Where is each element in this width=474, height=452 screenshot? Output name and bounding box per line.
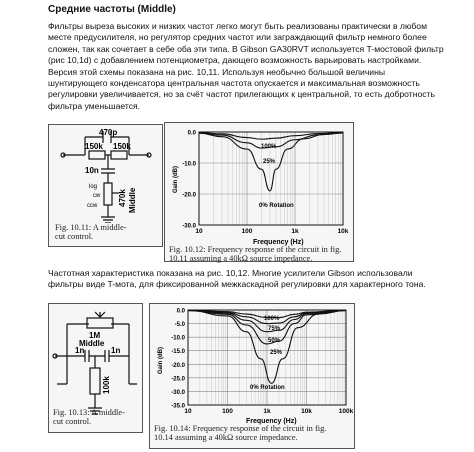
x-tick-label: 10k: [301, 408, 312, 415]
caption-line: 10.14 assuming a 40kΩ source impedance.: [154, 433, 298, 442]
figure-10-11: [48, 124, 163, 247]
x-tick-label: 1k: [291, 228, 299, 235]
y-axis-label: Gain (dB): [158, 347, 164, 374]
text-line: регулировки увеличивается, но за счёт частот прилегающих к центральной, то есть добротность: [48, 89, 435, 100]
section-heading: Средние частоты (Middle): [48, 4, 176, 15]
caption-line: Fig. 10.13: A middle-: [53, 408, 125, 417]
figure-caption: [169, 245, 341, 263]
x-tick-label: 10: [195, 228, 203, 235]
caption-line: 10.11 assuming a 40kΩ source impedance.: [169, 254, 313, 263]
figure-caption: [154, 424, 326, 442]
text-line: шунтирующего конденсатора центральная частота опускается и максимальная возможность: [48, 78, 420, 89]
series-line-0: [199, 133, 343, 140]
y-tick-label: -10.0: [182, 161, 196, 168]
y-tick-label: -20.0: [182, 192, 196, 199]
series-label-100: 100%: [264, 316, 280, 322]
figure-caption: [55, 223, 127, 241]
paragraph-2: [48, 268, 468, 291]
text-line: сложен, так как сочетает в себе оба эти типа. В Gibson GA30RVT используется T-мостовой фильтр: [48, 43, 444, 54]
y-tick-label: -20.0: [171, 362, 185, 369]
y-tick-label: -5.0: [174, 322, 185, 329]
y-axis-label: Gain (dB): [173, 166, 179, 193]
text-line: Версия этой схемы показана на рис. 10,11. Используя необычно большой величины: [48, 66, 386, 77]
y-tick-label: -25.0: [171, 376, 185, 383]
cap-label-right: 1n: [111, 346, 121, 355]
pot-value-label: 1M: [89, 331, 101, 340]
series-label-50: 50%: [268, 338, 281, 344]
figure-10-14: [149, 303, 355, 449]
figure-10-13: [48, 303, 143, 433]
pot-legend-log: log: [89, 184, 98, 190]
x-tick-label: 100: [222, 408, 233, 415]
text-line: фильтры виде T-мота, для фиксированной межкаскадной регулировки для характерного тона.: [48, 279, 426, 290]
caption-line: cut control.: [55, 232, 94, 241]
res-label-left: 150k: [85, 142, 103, 151]
x-axis-label: Frequency (Hz): [253, 239, 304, 246]
caption-line: Fig. 10.12: Frequency response of the circuit in fig.: [169, 245, 342, 254]
series-label-25: 25%: [263, 159, 276, 165]
pot-value-label: 470k: [118, 189, 127, 207]
x-tick-label: 100: [241, 228, 253, 235]
pot-name-label: Middle: [79, 339, 105, 348]
y-tick-label: 0.0: [187, 130, 196, 137]
y-tick-label: -30.0: [171, 389, 185, 396]
res-value-label: 100k: [102, 376, 111, 394]
series-label-0: 0% Rotation: [250, 385, 285, 391]
caption-line: cut control.: [53, 417, 92, 426]
text-line: Частотная характеристика показана на рис. 10,12. Многие усилители Gibson использовали: [48, 268, 413, 278]
text-line: Фильтры выреза высоких и низких частот легко могут быть реализованы практически в любом: [48, 21, 427, 31]
x-tick-label: 10k: [337, 228, 349, 235]
x-tick-label: 100k: [338, 408, 354, 415]
x-tick-label: 10: [184, 408, 192, 415]
series-label-0: 0% Rotation: [259, 203, 294, 209]
x-tick-label: 1k: [263, 408, 271, 415]
shunt-cap-label: 10n: [85, 166, 99, 175]
y-tick-label: 0.0: [176, 308, 185, 315]
res-label-right: 150k: [113, 142, 131, 151]
caption-line: Fig. 10.14: Frequency response of the circuit in fig.: [154, 424, 327, 433]
x-axis-label: Frequency (Hz): [246, 418, 297, 425]
series-label-100: 100%: [261, 144, 277, 150]
pot-legend-cw: cw: [93, 193, 101, 199]
cap-label-left: 1n: [75, 346, 85, 355]
pot-legend-ccw: ccw: [87, 203, 98, 209]
pot-name-label: Middle: [128, 187, 137, 213]
text-line: (рис 10,1d) с добавлением потенциометра, дающего возможность варьировать настройками.: [48, 55, 422, 66]
figure-caption: [53, 408, 125, 426]
y-tick-label: -35.0: [171, 403, 185, 410]
caption-line: Fig. 10.11: A middle-: [55, 223, 127, 232]
series-label-75: 75%: [268, 326, 281, 332]
frequency-response-chart-1: [165, 123, 353, 261]
paragraph-1: [48, 21, 468, 112]
y-tick-label: -10.0: [171, 335, 185, 342]
text-line: фильтра уменьшается.: [48, 100, 141, 111]
figure-10-12: [164, 122, 354, 262]
text-line: месте предусилителя, но регулятор средних частот или заграждающий фильтр немного более: [48, 32, 427, 43]
series-label-25: 25%: [270, 350, 283, 356]
cap-label-470p: 470p: [99, 128, 118, 137]
y-tick-label: -15.0: [171, 349, 185, 356]
y-tick-label: -30.0: [182, 223, 196, 230]
